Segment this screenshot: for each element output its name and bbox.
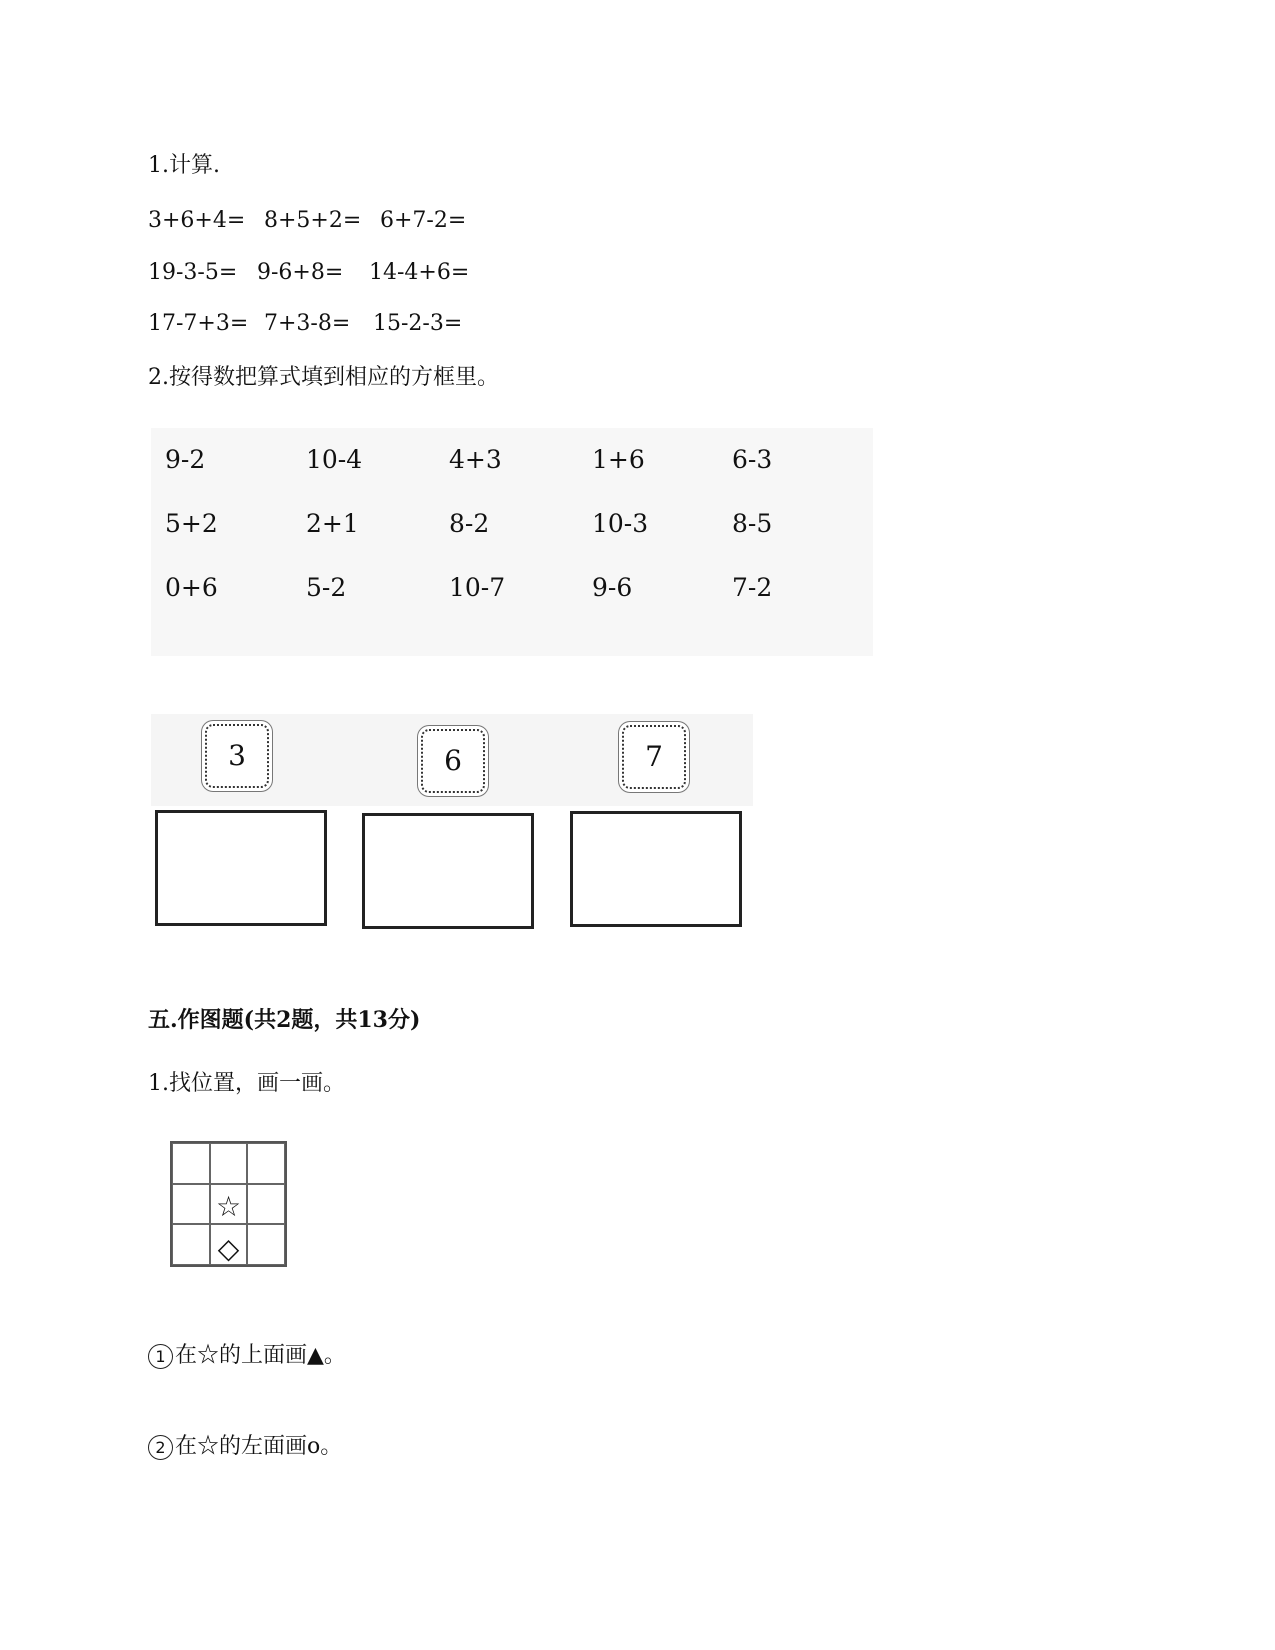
expression-table [151, 428, 873, 656]
table-cell: 10-4 [306, 445, 363, 474]
drawing-instruction-1 [148, 1342, 346, 1370]
table-cell: 7-2 [732, 573, 773, 602]
grid-cell [172, 1143, 210, 1184]
circled-number-icon: 1 [148, 1344, 173, 1369]
answer-badge-6 [421, 729, 485, 793]
drawing-question-1-title: 1.找位置，画一画。 [148, 1071, 345, 1096]
table-cell: 5-2 [306, 573, 347, 602]
answer-box-6[interactable] [362, 813, 534, 929]
answer-badge-3 [205, 724, 269, 788]
grid-cell [247, 1143, 285, 1184]
instruction-text: 在☆的左面画o。 [175, 1434, 343, 1459]
table-cell: 2+1 [306, 509, 359, 538]
grid-cell [210, 1184, 248, 1225]
answer-badge-7 [622, 725, 686, 789]
q1-expression: 15-2-3= [373, 311, 463, 336]
q1-expression: 6+7-2= [380, 208, 467, 233]
drawing-instruction-2 [148, 1433, 342, 1461]
answer-box-3[interactable] [155, 810, 327, 926]
table-cell: 9-2 [165, 445, 206, 474]
section-5-title: 五.作图题(共2题，共13分) [148, 1007, 421, 1033]
q2-title: 2.按得数把算式填到相应的方框里。 [148, 365, 499, 390]
table-cell: 0+6 [165, 573, 218, 602]
table-cell: 8-5 [732, 509, 773, 538]
grid-cell [247, 1184, 285, 1225]
diamond-icon: ◇ [217, 1232, 240, 1266]
table-cell: 10-3 [592, 509, 649, 538]
table-cell: 4+3 [449, 445, 502, 474]
answer-badge-value: 7 [645, 740, 663, 773]
q1-expression: 9-6+8= [257, 260, 344, 285]
grid-cell [210, 1224, 248, 1265]
q1-expression: 17-7+3= [148, 311, 249, 336]
table-cell: 1+6 [592, 445, 645, 474]
instruction-text: 在☆的上面画▲。 [175, 1343, 346, 1368]
star-icon: ☆ [215, 1189, 242, 1223]
grid-cell [210, 1143, 248, 1184]
grid-cell [172, 1184, 210, 1225]
q1-expression: 19-3-5= [148, 260, 238, 285]
position-grid [170, 1141, 287, 1267]
table-cell: 8-2 [449, 509, 490, 538]
grid-cell [172, 1224, 210, 1265]
q1-expression: 3+6+4= [148, 208, 246, 233]
answer-box-7[interactable] [570, 811, 742, 927]
table-cell: 5+2 [165, 509, 218, 538]
q1-expression: 14-4+6= [369, 260, 470, 285]
table-cell: 6-3 [732, 445, 773, 474]
q1-title: 1.计算. [148, 153, 220, 178]
answer-badge-value: 3 [228, 739, 246, 772]
grid-cell [247, 1224, 285, 1265]
q1-expression: 7+3-8= [264, 311, 351, 336]
circled-number-icon: 2 [148, 1435, 173, 1460]
table-cell: 10-7 [449, 573, 506, 602]
table-cell: 9-6 [592, 573, 633, 602]
answer-badge-value: 6 [444, 744, 462, 777]
q1-expression: 8+5+2= [264, 208, 362, 233]
